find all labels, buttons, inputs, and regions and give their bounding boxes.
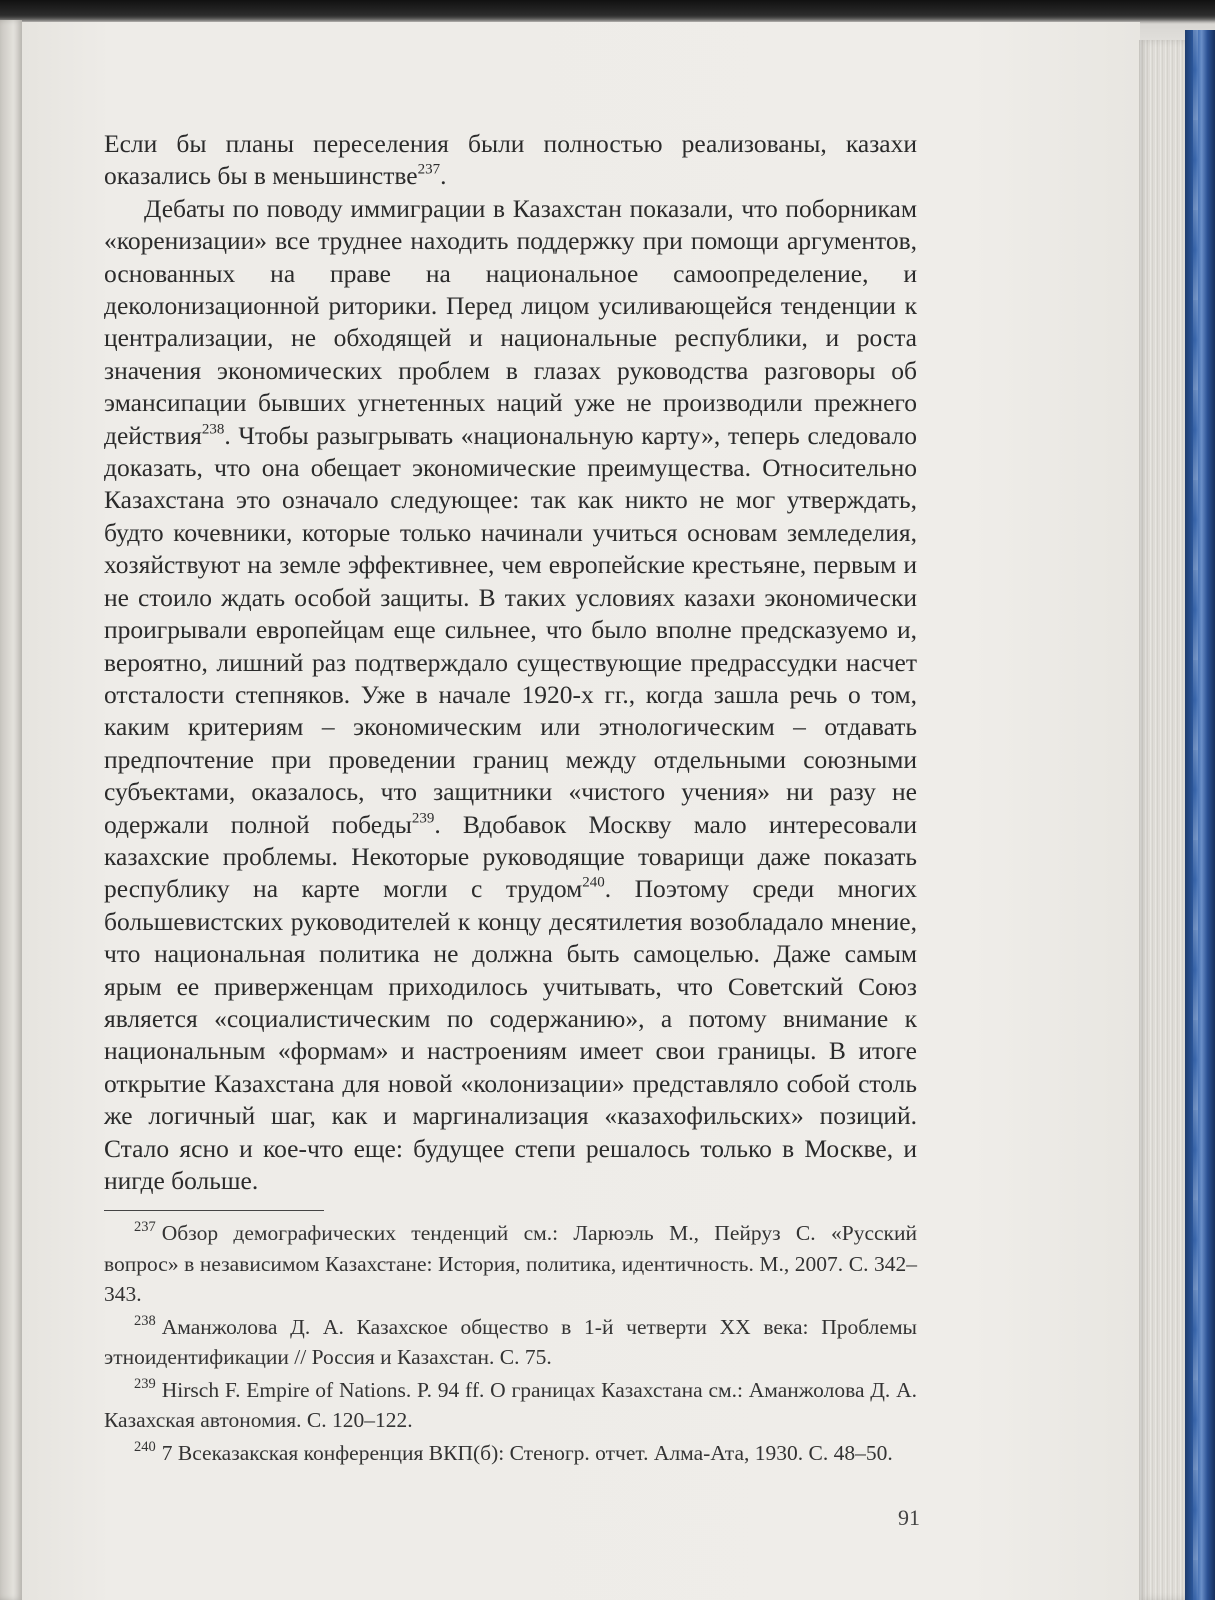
paragraph-1 — [104, 128, 917, 193]
footnote-ref-237: 237 — [417, 161, 441, 178]
paragraph-2-part-3: . Вдобавок Москву мало интересовали казахские проблемы. Некоторые руководящие товарищи даже показать республику на карте могли с трудом — [104, 809, 917, 904]
paragraph-1-text: Если бы планы переселения были полностью реализованы, казахи оказались бы в меньшинстве — [104, 129, 917, 191]
footnote — [104, 1438, 917, 1469]
footnote — [104, 1312, 917, 1373]
footnote-separator — [104, 1210, 324, 1211]
footnote-number: 237 — [134, 1219, 156, 1236]
footnote — [104, 1218, 917, 1310]
footnote-ref-239: 239 — [411, 810, 435, 827]
main-text — [104, 128, 917, 1197]
footnote-number: 238 — [134, 1312, 156, 1329]
paragraph-1-end: . — [440, 161, 447, 191]
footnote — [104, 1375, 917, 1436]
footnote-number: 240 — [134, 1438, 156, 1455]
book-cover-edge — [1185, 30, 1215, 1600]
footnote-number: 239 — [134, 1375, 156, 1392]
paragraph-2 — [104, 193, 917, 1198]
footnote-text: Аманжолова Д. А. Казахское общество в 1-й четверти XX века: Проблемы этноидентификации // Россия и Казахстан. С. 75. — [104, 1314, 917, 1369]
footnote-ref-240: 240 — [582, 874, 605, 891]
page-number: 91 — [898, 1505, 920, 1530]
page-stack-edge — [1139, 40, 1187, 1600]
footnote-text: Обзор демографических тенденций см.: Ларюэль М., Пейруз С. «Русский вопрос» в независимом Казахстане: История, политика, идентичность. М., 2007. С. 342–343. — [104, 1221, 917, 1306]
footnote-text: 7 Всеказакская конференция ВКП(б): Стеногр. отчет. Алма-Ата, 1930. С. 48–50. — [161, 1440, 893, 1465]
footnotes — [104, 1218, 917, 1470]
paragraph-2-part-4: . Поэтому среди многих большевистских руководителей к концу десятилетия возобладало мнение, что национальная политика не должна быть самоцелью. Даже самым ярым ее приверженцам приходилось учитывать, что Советский Союз является «социалистическим по содержанию», а потому внимание к национальным «формам» и настроениям имеет свои границы. В итоге открытие Казахстана для новой «колонизации» представляло собой столь же логичный шаг, как и маргинализация «казахофильских» позиций. Стало ясно и кое-что еще: будущее степи решалось только в Москве, и нигде больше. — [104, 874, 917, 1195]
footnote-ref-238: 238 — [201, 421, 225, 438]
left-page-edge — [0, 20, 22, 1600]
footnote-text: Hirsch F. Empire of Nations. P. 94 ff. О границах Казахстана см.: Аманжолова Д. А. Казахская автономия. С. 120–122. — [104, 1377, 917, 1432]
top-edge-shadow — [0, 0, 1215, 24]
paragraph-2-part-2: . Чтобы разыгрывать «национальную карту», теперь следовало доказать, что она обещает экономические преимущества. Относительно Казахстана это означало следующее: так как никто не мог утверждать, будто кочевники, которые только начинали учиться основам земледелия, хозяйствуют на земле эффективнее, чем европейские крестьяне, первым и не стоило ждать особой защиты. В таких условиях казахи экономически проигрывали европейцам еще сильнее, что было вполне предсказуемо и, вероятно, лишний раз подтверждало существующие предрассудки насчет отсталости степняков. Уже в начале 1920-х гг., когда зашла речь о том, каким критериям – экономическим или этнологическим – отдавать предпочтение при проведении границ между отдельными союзными субъектами, оказалось, что защитники «чистого учения» ни разу не одержали полной победы — [104, 420, 917, 839]
paragraph-2-part-1: Дебаты по поводу иммиграции в Казахстан показали, что поборникам «коренизации» все труднее находить поддержку при помощи аргументов, основанных на праве на национальное самоопределение, и деколонизационной риторики. Перед лицом усиливающейся тенденции к централизации, не обходящей и национальные республики, и роста значения экономических проблем в глазах руководства разговоры об эмансипации бывших угнетенных наций уже не производили прежнего действия — [104, 193, 917, 450]
